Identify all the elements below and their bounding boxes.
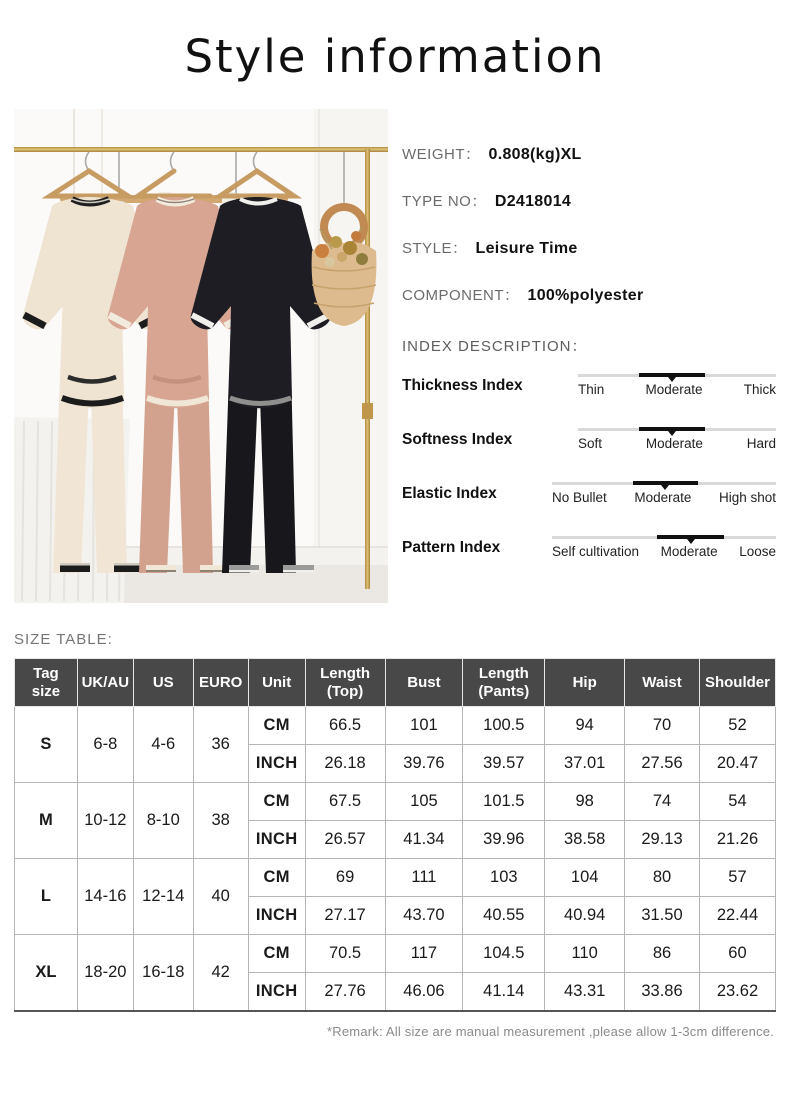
option-label: Self cultivation [552,544,640,559]
waist-cell: 86 [625,935,700,973]
size-table-heading: SIZE TABLE: [14,631,113,648]
thickness-index-row [402,374,776,407]
option-label: No Bullet [552,490,607,505]
spec-label: COMPONENT： [402,287,520,304]
option-label: Moderate [660,544,718,559]
spec-value: D2418014 [494,193,572,210]
shoulder-cell: 52 [699,707,775,745]
spec-label: TYPE NO： [402,193,487,210]
option-label: Moderate [634,490,692,505]
us-cell: 8-10 [133,783,193,859]
spec-label: STYLE： [402,240,468,257]
elastic-index-row [402,482,776,515]
col-header-length-top: Length (Top) [305,659,385,707]
col-header-waist: Waist [625,659,700,707]
col-header-uk-au: UK/AU [77,659,133,707]
unit-cell: INCH [248,745,305,783]
waist-cell: 29.13 [625,821,700,859]
bust-cell: 117 [385,935,463,973]
shoulder-cell: 23.62 [699,973,775,1011]
bust-cell: 105 [385,783,463,821]
spec-label: WEIGHT： [402,146,481,163]
col-header-length-pants: Length (Pants) [463,659,545,707]
col-header-tag-size: Tag size [15,659,78,707]
bust-cell: 111 [385,859,463,897]
slider-options [552,544,776,559]
product-info [388,109,790,603]
hip-cell: 38.58 [545,821,625,859]
unit-cell: INCH [248,973,305,1011]
option-label: Thick [743,382,776,397]
length-top-cell: 66.5 [305,707,385,745]
thickness-slider [578,374,776,407]
spec-value: Leisure Time [475,240,578,257]
slider-track [552,536,776,539]
length-top-cell: 26.18 [305,745,385,783]
hip-cell: 43.31 [545,973,625,1011]
length-pants-cell: 41.14 [463,973,545,1011]
spec-component [402,284,776,305]
length-top-cell: 27.76 [305,973,385,1011]
tag-size-cell: M [15,783,78,859]
euro-cell: 42 [193,935,248,1011]
col-header-shoulder: Shoulder [699,659,775,707]
pattern-index-row [402,536,776,569]
slider-track [578,428,776,431]
elastic-slider [552,482,776,515]
size-table [14,658,776,1012]
spec-list [402,143,776,305]
uk-au-cell: 18-20 [77,935,133,1011]
hip-cell: 98 [545,783,625,821]
slider-options [552,490,776,505]
us-cell: 12-14 [133,859,193,935]
slider-track [552,482,776,485]
unit-cell: CM [248,859,305,897]
hip-cell: 94 [545,707,625,745]
slider-options [578,436,776,451]
unit-cell: INCH [248,897,305,935]
slider-options [578,382,776,397]
table-row-m-cm [15,783,776,821]
euro-cell: 40 [193,859,248,935]
size-table-header-row [15,659,776,707]
spec-value: 100%polyester [527,287,644,304]
bust-cell: 39.76 [385,745,463,783]
bust-cell: 41.34 [385,821,463,859]
unit-cell: INCH [248,821,305,859]
length-top-cell: 27.17 [305,897,385,935]
length-pants-cell: 40.55 [463,897,545,935]
shoulder-cell: 54 [699,783,775,821]
spec-weight [402,143,776,164]
table-row-s-cm [15,707,776,745]
waist-cell: 70 [625,707,700,745]
unit-cell: CM [248,783,305,821]
hip-cell: 37.01 [545,745,625,783]
spec-type-no [402,190,776,211]
slider-marker-icon [668,431,676,436]
index-name: Softness Index [402,431,513,448]
page-title: Style information [184,30,606,83]
content-row [0,109,790,603]
us-cell: 16-18 [133,935,193,1011]
pattern-slider [552,536,776,569]
length-pants-cell: 104.5 [463,935,545,973]
index-name: Elastic Index [402,485,497,502]
uk-au-cell: 10-12 [77,783,133,859]
length-top-cell: 26.57 [305,821,385,859]
index-name: Thickness Index [402,377,523,394]
waist-cell: 33.86 [625,973,700,1011]
bust-cell: 43.70 [385,897,463,935]
index-name: Pattern Index [402,539,501,556]
hip-cell: 110 [545,935,625,973]
us-cell: 4-6 [133,707,193,783]
product-photo-illustration [14,109,388,603]
hip-cell: 104 [545,859,625,897]
euro-cell: 36 [193,707,248,783]
col-header-unit: Unit [248,659,305,707]
shoulder-cell: 57 [699,859,775,897]
length-top-cell: 70.5 [305,935,385,973]
tag-size-cell: XL [15,935,78,1011]
slider-marker-icon [687,539,695,544]
bust-cell: 101 [385,707,463,745]
waist-cell: 27.56 [625,745,700,783]
spec-value: 0.808(kg)XL [488,146,582,163]
slider-track [578,374,776,377]
option-label: High shot [718,490,776,505]
uk-au-cell: 14-16 [77,859,133,935]
col-header-euro: EURO [193,659,248,707]
tag-size-cell: S [15,707,78,783]
option-label: Loose [739,544,776,559]
length-top-cell: 67.5 [305,783,385,821]
waist-cell: 74 [625,783,700,821]
length-top-cell: 69 [305,859,385,897]
col-header-bust: Bust [385,659,463,707]
softness-index-row [402,428,776,461]
length-pants-cell: 103 [463,859,545,897]
table-row-xl-cm [15,935,776,973]
spec-style [402,237,776,258]
option-label: Thin [578,382,605,397]
unit-cell: CM [248,935,305,973]
length-pants-cell: 100.5 [463,707,545,745]
tag-size-cell: L [15,859,78,935]
unit-cell: CM [248,707,305,745]
softness-slider [578,428,776,461]
option-label: Moderate [645,382,703,397]
length-pants-cell: 101.5 [463,783,545,821]
shoulder-cell: 20.47 [699,745,775,783]
shoulder-cell: 22.44 [699,897,775,935]
col-header-us: US [133,659,193,707]
table-row-l-cm [15,859,776,897]
length-pants-cell: 39.57 [463,745,545,783]
waist-cell: 80 [625,859,700,897]
slider-marker-icon [668,377,676,382]
bust-cell: 46.06 [385,973,463,1011]
option-label: Hard [746,436,776,451]
shoulder-cell: 60 [699,935,775,973]
option-label: Moderate [645,436,703,451]
length-pants-cell: 39.96 [463,821,545,859]
waist-cell: 31.50 [625,897,700,935]
uk-au-cell: 6-8 [77,707,133,783]
shoulder-cell: 21.26 [699,821,775,859]
product-photo [14,109,388,603]
option-label: Soft [578,436,603,451]
euro-cell: 38 [193,783,248,859]
hip-cell: 40.94 [545,897,625,935]
col-header-hip: Hip [545,659,625,707]
index-description-heading: INDEX DESCRIPTION： [402,338,588,355]
measurement-remark: *Remark: All size are manual measurement ,please allow 1-3cm difference. [327,1023,774,1039]
slider-marker-icon [661,485,669,490]
